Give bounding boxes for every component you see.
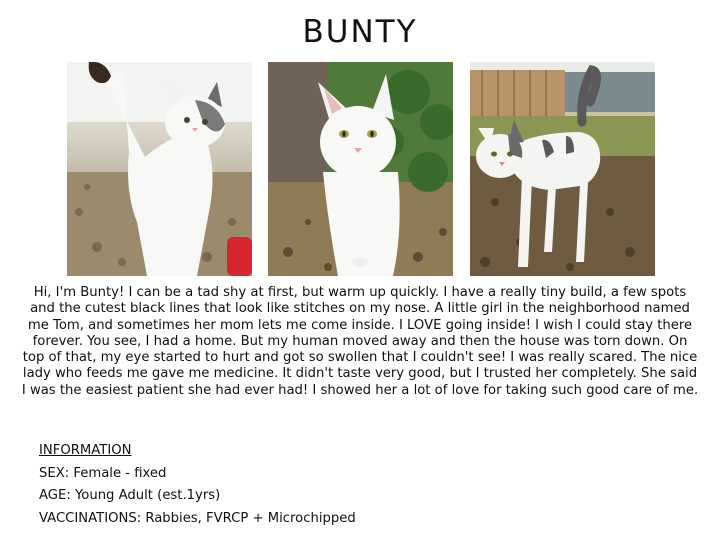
- age-field: AGE: Young Adult (est.1yrs): [39, 488, 221, 503]
- cat-bio-text: Hi, I'm Bunty! I can be a tad shy at first, but warm up quickly. I have a really tiny build, a few spots and the cutest black lines that look like stitches on my nose. A little girl in the neighborhood named me Tom, and sometimes her mom lets me come inside. I LOVE going inside! I wish I could stay there forever. You see, I had a home. But my human moved away and then the house was torn down. On top of that, my eye started to hurt and got so swollen that I couldn't see! I was really scared. The nice lady who feeds me gave me medicine. It didn't taste very good, but I trusted her completely. She said I was the easiest patient she had ever had! I showed her a lot of love for taking such good care of me.: [21, 285, 699, 398]
- page-title: BUNTY: [302, 14, 418, 50]
- sex-field: SEX: Female - fixed: [39, 465, 167, 481]
- cat-pawing-photo: [67, 62, 252, 276]
- cat-portrait-photo: [268, 62, 453, 276]
- cat-walking-photo: [470, 62, 655, 276]
- vaccinations-field: VACCINATIONS: Rabbies, FVRCP + Microchipped: [39, 510, 356, 526]
- information-heading: INFORMATION: [39, 443, 132, 458]
- information-section: [39, 440, 356, 530]
